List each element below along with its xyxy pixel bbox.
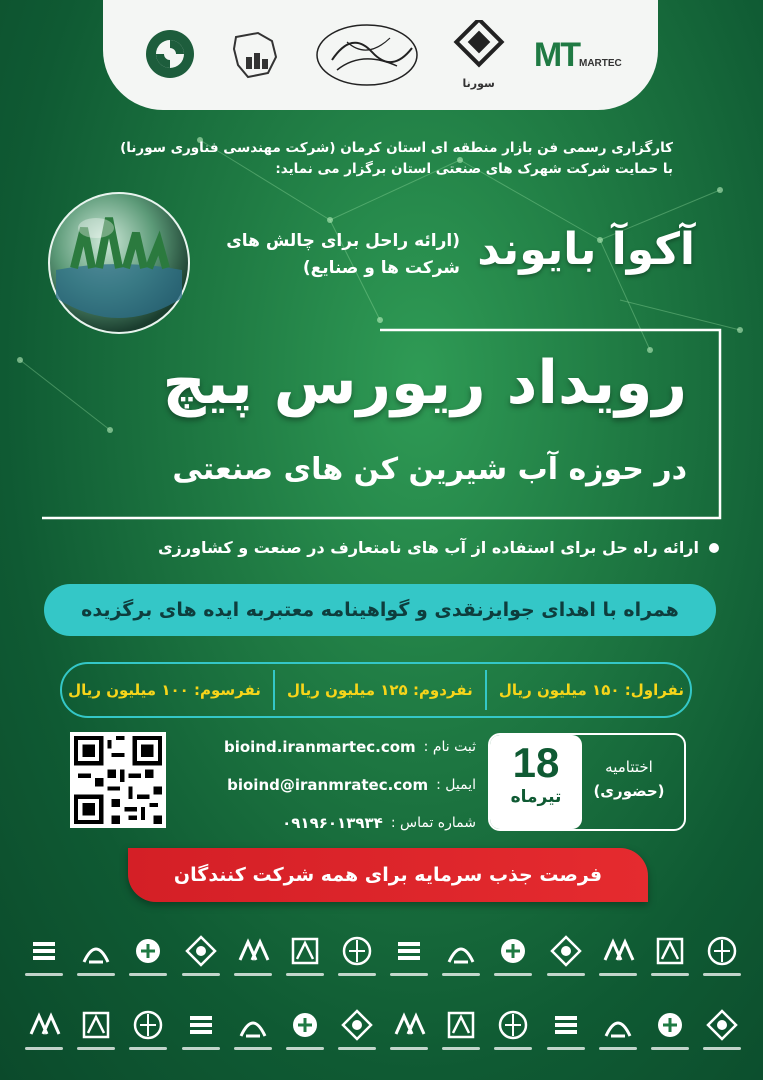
agency-text bbox=[113, 138, 673, 180]
sponsor-emblem-icon bbox=[27, 1008, 61, 1042]
sponsor-caption bbox=[129, 1047, 167, 1050]
sponsor-logo bbox=[126, 1002, 170, 1056]
industrial-towns-logo bbox=[221, 15, 291, 95]
sponsor-emblem-icon bbox=[131, 934, 165, 968]
sponsor-emblem-icon bbox=[340, 934, 374, 968]
prize-box bbox=[60, 662, 692, 718]
sponsor-caption bbox=[547, 973, 585, 976]
sponsor-emblem-icon bbox=[184, 1008, 218, 1042]
sponsor-caption bbox=[390, 973, 428, 976]
sponsor-emblem-icon bbox=[288, 934, 322, 968]
sponsor-logo bbox=[74, 1002, 118, 1056]
sponsor-caption bbox=[494, 973, 532, 976]
agency-line-1: کارگزاری رسمی فن بازار منطقه ای استان کرمان (شرکت مهندسی فناوری سورنا) bbox=[120, 140, 673, 156]
sponsor-caption bbox=[286, 1047, 324, 1050]
sponsor-logo bbox=[544, 1002, 588, 1056]
sponsor-emblem-icon bbox=[549, 934, 583, 968]
sponsor-caption bbox=[234, 973, 272, 976]
sponsor-logo bbox=[22, 1002, 66, 1056]
sponsor-logo bbox=[544, 928, 588, 982]
sponsor-caption bbox=[442, 1047, 480, 1050]
investment-banner: فرصت جذب سرمایه برای همه شرکت کنندگان bbox=[128, 848, 648, 902]
sponsor-caption bbox=[390, 1047, 428, 1050]
sponsor-caption bbox=[703, 973, 741, 976]
sponsor-emblem-icon bbox=[496, 934, 530, 968]
sponsor-caption bbox=[703, 1047, 741, 1050]
prize-divider bbox=[273, 670, 275, 710]
sponsor-emblem-icon bbox=[444, 934, 478, 968]
email-label: ایمیل : bbox=[436, 777, 476, 793]
sponsor-logo bbox=[231, 928, 275, 982]
sponsor-logo bbox=[439, 928, 483, 982]
sponsor-caption bbox=[442, 973, 480, 976]
sponsor-caption bbox=[338, 1047, 376, 1050]
brand-title: آکوآ بایوند bbox=[477, 224, 695, 275]
sponsor-logo bbox=[283, 1002, 327, 1056]
sponsor-logo bbox=[491, 1002, 535, 1056]
date-card bbox=[490, 735, 582, 829]
sponsor-caption bbox=[338, 973, 376, 976]
sponsor-caption bbox=[129, 973, 167, 976]
sponsor-row-1 bbox=[22, 918, 744, 992]
sponsor-row-2 bbox=[22, 992, 744, 1066]
sponsor-caption bbox=[77, 1047, 115, 1050]
prize-divider bbox=[485, 670, 487, 710]
sponsor-emblem-icon bbox=[236, 1008, 270, 1042]
sponsor-logo bbox=[335, 1002, 379, 1056]
calligraphy-emblem-icon bbox=[312, 20, 422, 90]
sponsor-logo bbox=[596, 928, 640, 982]
sponsor-logo bbox=[700, 1002, 744, 1056]
tech-park-logo bbox=[135, 15, 205, 95]
sponsor-emblem-icon bbox=[236, 934, 270, 968]
register-label: ثبت نام : bbox=[423, 739, 476, 755]
qr-code-icon bbox=[74, 736, 162, 824]
sponsor-emblem-icon bbox=[601, 1008, 635, 1042]
event-title: رویداد ریورس پیچ bbox=[162, 348, 687, 418]
sponsor-emblem-icon bbox=[288, 1008, 322, 1042]
brand-subtitle bbox=[200, 228, 460, 282]
sponsor-emblem-icon bbox=[705, 1008, 739, 1042]
closing-month: تیرماه bbox=[510, 787, 562, 807]
sorena-logo bbox=[444, 15, 514, 95]
sponsor-logo bbox=[387, 928, 431, 982]
sponsor-logo bbox=[283, 928, 327, 982]
sponsor-emblem-icon bbox=[27, 934, 61, 968]
sponsor-logo bbox=[74, 928, 118, 982]
sponsor-caption bbox=[599, 973, 637, 976]
globe-terrarium-image bbox=[44, 188, 194, 338]
sponsor-emblem-icon bbox=[549, 1008, 583, 1042]
sponsor-logo bbox=[231, 1002, 275, 1056]
sponsor-caption bbox=[25, 1047, 63, 1050]
brand-subtitle-line-1: (ارائه راحل برای چالش های bbox=[226, 231, 460, 251]
contact-info bbox=[186, 728, 476, 842]
sponsor-logo bbox=[126, 928, 170, 982]
sponsor-caption bbox=[77, 973, 115, 976]
sponsor-caption bbox=[599, 1047, 637, 1050]
contact-register bbox=[186, 728, 476, 766]
register-link[interactable]: bioind.iranmartec.com bbox=[223, 738, 416, 756]
prize-second: نفردوم: ۱۲۵ میلیون ریال bbox=[287, 681, 473, 699]
sponsor-logo bbox=[335, 928, 379, 982]
sponsor-emblem-icon bbox=[184, 934, 218, 968]
bullet-dot-icon bbox=[709, 543, 719, 553]
sponsor-logo bbox=[648, 1002, 692, 1056]
sponsor-caption bbox=[547, 1047, 585, 1050]
sponsor-emblem-icon bbox=[131, 1008, 165, 1042]
contact-email bbox=[186, 766, 476, 804]
swirl-emblem-icon bbox=[142, 26, 198, 82]
sponsor-logo bbox=[179, 1002, 223, 1056]
sponsor-caption bbox=[286, 973, 324, 976]
bullet-line bbox=[158, 538, 719, 557]
sponsor-logo bbox=[648, 928, 692, 982]
sponsor-emblem-icon bbox=[340, 1008, 374, 1042]
sponsor-emblem-icon bbox=[496, 1008, 530, 1042]
sponsor-logos bbox=[22, 918, 744, 1074]
phone-number[interactable]: ۰۹۱۹۶۰۱۳۹۳۴ bbox=[282, 814, 383, 832]
sponsor-logo bbox=[596, 1002, 640, 1056]
closing-label-block bbox=[584, 755, 674, 803]
prize-first: نفراول: ۱۵۰ میلیون ریال bbox=[498, 681, 684, 699]
calligraphy-logo bbox=[307, 15, 427, 95]
sponsor-emblem-icon bbox=[392, 934, 426, 968]
sponsor-caption bbox=[182, 1047, 220, 1050]
sponsor-caption bbox=[25, 973, 63, 976]
sponsor-caption bbox=[182, 973, 220, 976]
agency-line-2: با حمایت شرکت شهرک های صنعتی استان برگزار می نماید: bbox=[275, 160, 673, 177]
qr-code[interactable] bbox=[70, 732, 166, 828]
closing-day: 18 bbox=[512, 739, 560, 786]
logo-banner bbox=[103, 0, 658, 110]
sponsor-emblem-icon bbox=[653, 1008, 687, 1042]
prize-third: نفرسوم: ۱۰۰ میلیون ریال bbox=[68, 681, 261, 699]
martec-logo bbox=[530, 15, 626, 95]
closing-date-box bbox=[488, 733, 686, 831]
phone-label: شماره تماس : bbox=[390, 815, 476, 831]
sponsor-logo bbox=[700, 928, 744, 982]
sponsor-logo bbox=[179, 928, 223, 982]
sorena-mark-icon bbox=[451, 20, 507, 76]
closing-label: اختتامیه bbox=[605, 758, 653, 776]
sponsor-caption bbox=[651, 973, 689, 976]
mt-logo: MTMARTEC bbox=[533, 35, 622, 74]
contact-phone bbox=[186, 804, 476, 842]
iran-map-factory-icon bbox=[228, 27, 284, 83]
sponsor-emblem-icon bbox=[705, 934, 739, 968]
email-link[interactable]: bioind@iranmratec.com bbox=[227, 776, 429, 794]
sponsor-emblem-icon bbox=[444, 1008, 478, 1042]
closing-mode: (حضوری) bbox=[593, 782, 665, 800]
prize-banner: همراه با اهدای جوایزنقدی و گواهینامه معتبربه ایده های برگزیده bbox=[44, 584, 716, 636]
sponsor-emblem-icon bbox=[79, 1008, 113, 1042]
bullet-text: ارائه راه حل برای استفاده از آب های نامتعارف در صنعت و کشاورزی bbox=[158, 538, 699, 557]
sponsor-logo bbox=[439, 1002, 483, 1056]
sponsor-caption bbox=[651, 1047, 689, 1050]
sorena-text: سورنا bbox=[462, 76, 495, 90]
sponsor-logo bbox=[387, 1002, 431, 1056]
sponsor-emblem-icon bbox=[79, 934, 113, 968]
sponsor-emblem-icon bbox=[653, 934, 687, 968]
sponsor-emblem-icon bbox=[601, 934, 635, 968]
sponsor-emblem-icon bbox=[392, 1008, 426, 1042]
sponsor-logo bbox=[22, 928, 66, 982]
brand-subtitle-line-2: شرکت ها و صنایع) bbox=[302, 258, 460, 279]
sponsor-caption bbox=[234, 1047, 272, 1050]
sponsor-caption bbox=[494, 1047, 532, 1050]
sponsor-logo bbox=[491, 928, 535, 982]
event-subtitle: در حوزه آب شیرین کن های صنعتی bbox=[172, 452, 687, 487]
